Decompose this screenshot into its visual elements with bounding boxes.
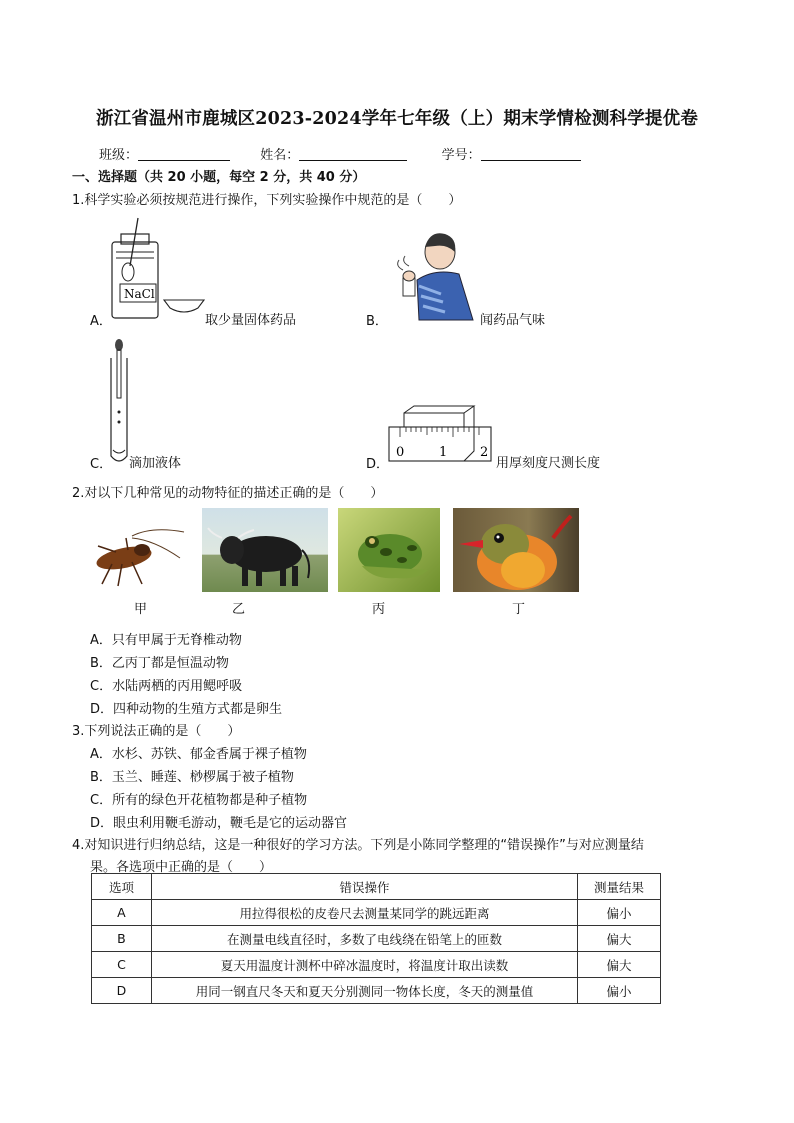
row-option: B <box>92 926 152 952</box>
q2-option-b[interactable]: B．乙丙丁都是恒温动物 <box>90 656 229 671</box>
row-result: 偏大 <box>578 952 661 978</box>
class-label: 班级： <box>99 148 139 163</box>
header-operation: 错误操作 <box>151 874 577 900</box>
row-option: C <box>92 952 152 978</box>
q3-option-c[interactable]: C．所有的绿色开花植物都是种子植物 <box>90 793 308 808</box>
table-header-row <box>92 874 661 900</box>
reagent-bottle-illustration <box>108 212 208 322</box>
cockroach-image <box>92 528 190 590</box>
q1-option-a-letter[interactable]: A． <box>90 314 112 329</box>
header-result: 测量结果 <box>578 874 661 900</box>
class-field[interactable] <box>138 148 230 161</box>
q1-option-a-text: 取少量固体药品 <box>205 313 297 328</box>
section-heading: 一、选择题（共 20 小题，每空 2 分，共 40 分） <box>72 170 366 185</box>
boy-smelling-illustration <box>385 222 480 322</box>
q1-option-d-letter[interactable]: D． <box>366 457 390 472</box>
row-operation: 在测量电线直径时，多数了电线绕在铅笔上的匝数 <box>151 926 577 952</box>
animal-label-bing: 丙 <box>372 602 386 617</box>
page-title: 浙江省温州市鹿城区2023-2024学年七年级（上）期末学情检测科学提优卷 <box>95 109 699 129</box>
q2-stem: 2.对以下几种常见的动物特征的描述正确的是（ ） <box>72 486 384 501</box>
test-tube-dropper-illustration <box>108 338 133 470</box>
q1-stem: 1.科学实验必须按规范进行操作，下列实验操作中规范的是（ ） <box>72 193 462 208</box>
q1-option-d-text: 用厚刻度尺测长度 <box>496 456 601 471</box>
row-option: A <box>92 900 152 926</box>
id-field[interactable] <box>481 148 581 161</box>
q4-stem-line2: 果。各选项中正确的是（ ） <box>90 860 273 875</box>
animal-label-ding: 丁 <box>512 602 526 617</box>
bottle-label: NaCl <box>124 287 155 301</box>
q1-option-b-text: 闻药品气味 <box>480 313 546 328</box>
tick-label-0: 0 <box>396 445 405 460</box>
animal-label-yi: 乙 <box>232 602 246 617</box>
tick-label-1: 1 <box>439 445 448 460</box>
row-result: 偏大 <box>578 926 661 952</box>
table-row <box>92 900 661 926</box>
measurement-table <box>91 873 661 1004</box>
q2-option-c[interactable]: C．水陆两栖的丙用鳃呼吸 <box>90 679 243 694</box>
q1-option-b-letter[interactable]: B． <box>366 314 388 329</box>
q3-option-b[interactable]: B．玉兰、睡莲、桫椤属于被子植物 <box>90 770 294 785</box>
ruler-block-illustration <box>386 405 496 465</box>
row-result: 偏小 <box>578 978 661 1004</box>
bull-image <box>202 508 328 592</box>
row-option: D <box>92 978 152 1004</box>
row-operation: 夏天用温度计测杯中碎冰温度时，将温度计取出读数 <box>151 952 577 978</box>
q2-option-d[interactable]: D．四种动物的生殖方式都是卵生 <box>90 702 283 717</box>
q3-option-a[interactable]: A．水杉、苏铁、郁金香属于裸子植物 <box>90 747 307 762</box>
table-row <box>92 952 661 978</box>
q3-stem: 3.下列说法正确的是（ ） <box>72 724 241 739</box>
q1-option-c-letter[interactable]: C． <box>90 457 113 472</box>
student-info <box>99 144 581 163</box>
animal-label-jia: 甲 <box>134 602 148 617</box>
bird-image <box>453 508 579 592</box>
id-label: 学号： <box>441 148 481 163</box>
tick-label-2: 2 <box>480 445 489 460</box>
row-operation: 用同一钢直尺冬天和夏天分别测同一物体长度，冬天的测量值 <box>151 978 577 1004</box>
q3-option-d[interactable]: D．眼虫利用鞭毛游动，鞭毛是它的运动器官 <box>90 816 348 831</box>
header-option: 选项 <box>92 874 152 900</box>
frog-image <box>338 508 440 592</box>
row-result: 偏小 <box>578 900 661 926</box>
row-operation: 用拉得很松的皮卷尺去测量某同学的跳远距离 <box>151 900 577 926</box>
table-row <box>92 926 661 952</box>
ruler-ticks <box>400 427 479 437</box>
name-label: 姓名： <box>260 148 300 163</box>
q1-option-c-text: 滴加液体 <box>129 456 182 471</box>
table-row <box>92 978 661 1004</box>
name-field[interactable] <box>299 148 407 161</box>
q4-stem-line1: 4.对知识进行归纳总结，这是一种很好的学习方法。下列是小陈同学整理的“错误操作”与对应测量结 <box>72 838 644 853</box>
q2-option-a[interactable]: A．只有甲属于无脊椎动物 <box>90 633 242 648</box>
